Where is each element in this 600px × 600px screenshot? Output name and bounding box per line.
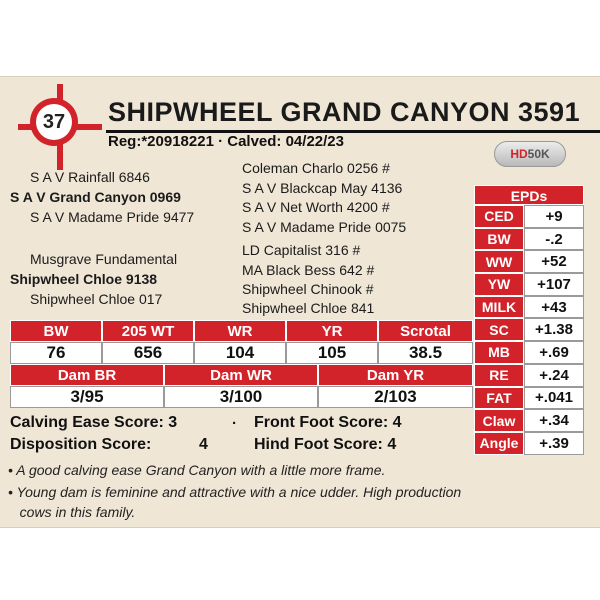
epd-label: YW bbox=[474, 273, 524, 296]
comment-line-1: • A good calving ease Grand Canyon with a little more frame. bbox=[8, 462, 386, 478]
perf-header: 205 WT bbox=[102, 320, 194, 342]
epd-value: +.39 bbox=[524, 432, 584, 455]
epd-value: +1.38 bbox=[524, 318, 584, 341]
dam-header: Dam BR bbox=[10, 364, 164, 386]
epd-row bbox=[474, 341, 584, 364]
comment-line-2: • Young dam is feminine and attractive with a nice udder. High production bbox=[8, 484, 462, 500]
epd-label: FAT bbox=[474, 387, 524, 410]
epd-label: SC bbox=[474, 318, 524, 341]
perf-value: 38.5 bbox=[378, 342, 473, 364]
perf-value: 76 bbox=[10, 342, 102, 364]
perf-value: 656 bbox=[102, 342, 194, 364]
perf-header: BW bbox=[10, 320, 102, 342]
perf-value: 105 bbox=[286, 342, 378, 364]
perf-header: WR bbox=[194, 320, 286, 342]
epd-label: BW bbox=[474, 228, 524, 251]
pedigree-sire-sire: S A V Rainfall 6846 bbox=[30, 169, 150, 185]
hd50k-hd: HD bbox=[510, 147, 528, 161]
epd-row bbox=[474, 273, 584, 296]
epd-value: +.24 bbox=[524, 364, 584, 387]
epd-label: WW bbox=[474, 250, 524, 273]
disposition-score-value: 4 bbox=[199, 436, 208, 453]
epd-row bbox=[474, 250, 584, 273]
pedigree-4th-gen-7: Shipwheel Chinook # bbox=[242, 281, 374, 297]
epd-value: +.34 bbox=[524, 409, 584, 432]
dam-header: Dam YR bbox=[318, 364, 473, 386]
epd-value: +9 bbox=[524, 205, 584, 228]
epd-label: MILK bbox=[474, 296, 524, 319]
dam-value: 3/95 bbox=[10, 386, 164, 408]
pedigree-sire: S A V Grand Canyon 0969 bbox=[10, 189, 181, 205]
epd-value: +107 bbox=[524, 273, 584, 296]
animal-name: SHIPWHEEL GRAND CANYON 3591 bbox=[108, 97, 581, 127]
epd-value: +43 bbox=[524, 296, 584, 319]
epd-row bbox=[474, 296, 584, 319]
epd-label: Angle bbox=[474, 432, 524, 455]
perf-header: YR bbox=[286, 320, 378, 342]
perf-value: 104 bbox=[194, 342, 286, 364]
registration-line: Reg:*20918221 · Calved: 04/22/23 bbox=[108, 133, 344, 150]
epd-label: MB bbox=[474, 341, 524, 364]
dam-value-row bbox=[10, 386, 473, 408]
hind-foot-score: Hind Foot Score: 4 bbox=[254, 436, 397, 453]
epd-row bbox=[474, 318, 584, 341]
epd-label: Claw bbox=[474, 409, 524, 432]
score-separator: · bbox=[232, 415, 237, 432]
pedigree-dam: Shipwheel Chloe 9138 bbox=[10, 271, 158, 287]
epd-row bbox=[474, 228, 584, 251]
lot-number: 37 bbox=[36, 104, 72, 140]
epd-row bbox=[474, 432, 584, 455]
epd-value: +.041 bbox=[524, 387, 584, 410]
pedigree-4th-gen-5: LD Capitalist 316 # bbox=[242, 242, 361, 258]
epd-header: EPDs bbox=[474, 185, 584, 205]
dam-value: 2/103 bbox=[318, 386, 473, 408]
hd50k-badge bbox=[494, 141, 566, 167]
dam-value: 3/100 bbox=[164, 386, 318, 408]
epd-row bbox=[474, 409, 584, 432]
dam-header: Dam WR bbox=[164, 364, 318, 386]
comment-line-3: cows in this family. bbox=[8, 504, 136, 520]
epd-label: CED bbox=[474, 205, 524, 228]
performance-value-row bbox=[10, 342, 473, 364]
epd-value: +52 bbox=[524, 250, 584, 273]
epd-value: +.69 bbox=[524, 341, 584, 364]
hd50k-rest: 50K bbox=[527, 147, 550, 161]
dam-header-row bbox=[10, 364, 473, 386]
epd-row bbox=[474, 205, 584, 228]
disposition-score-label: Disposition Score: bbox=[10, 436, 152, 453]
pedigree-4th-gen-6: MA Black Bess 642 # bbox=[242, 262, 375, 278]
epd-value: -.2 bbox=[524, 228, 584, 251]
pedigree-dam-sire: Musgrave Fundamental bbox=[30, 251, 178, 267]
pedigree-4th-gen-2: S A V Blackcap May 4136 bbox=[242, 180, 403, 196]
pedigree-4th-gen-1: Coleman Charlo 0256 # bbox=[242, 160, 390, 176]
epd-panel bbox=[474, 185, 584, 455]
front-foot-score: Front Foot Score: 4 bbox=[254, 414, 402, 431]
epd-row bbox=[474, 364, 584, 387]
performance-header-row bbox=[10, 320, 473, 342]
epd-row bbox=[474, 387, 584, 410]
pedigree-4th-gen-3: S A V Net Worth 4200 # bbox=[242, 199, 390, 215]
pedigree-4th-gen-4: S A V Madame Pride 0075 bbox=[242, 219, 407, 235]
epd-label: RE bbox=[474, 364, 524, 387]
calving-ease-score: Calving Ease Score: 3 bbox=[10, 414, 178, 431]
pedigree-4th-gen-8: Shipwheel Chloe 841 bbox=[242, 300, 375, 316]
performance-table bbox=[10, 320, 473, 408]
pedigree-dam-dam: Shipwheel Chloe 017 bbox=[30, 291, 163, 307]
pedigree-sire-dam: S A V Madame Pride 9477 bbox=[30, 209, 195, 225]
perf-header: Scrotal bbox=[378, 320, 473, 342]
